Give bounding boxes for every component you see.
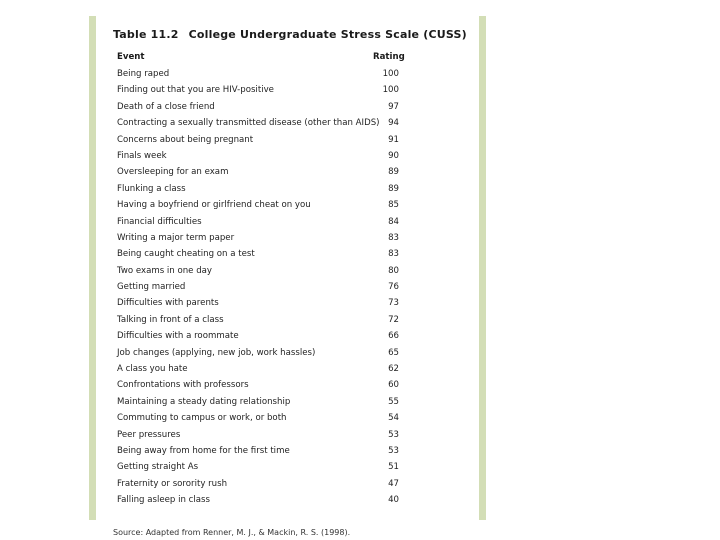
rating-cell: 91 [388, 134, 399, 145]
event-cell: Being away from home for the first time [117, 445, 290, 456]
event-cell: Fraternity or sorority rush [117, 478, 228, 489]
rating-cell: 66 [388, 331, 399, 342]
table-row [117, 412, 397, 428]
event-cell: Financial difficulties [117, 216, 202, 227]
event-cell: Being raped [117, 69, 170, 79]
table-row [117, 101, 397, 117]
event-cell: A class you hate [117, 364, 188, 375]
rating-cell: 85 [388, 200, 399, 211]
event-cell: Difficulties with parents [117, 298, 219, 309]
table-row [117, 216, 397, 232]
table-row [117, 134, 397, 150]
table-row [117, 314, 397, 330]
rating-cell: 51 [388, 462, 399, 473]
table-row [117, 297, 397, 313]
table-row [117, 150, 397, 166]
table-row [117, 396, 397, 412]
event-cell: Falling asleep in class [117, 495, 211, 506]
event-cell: Finals week [117, 150, 167, 161]
event-cell: Peer pressures [117, 429, 181, 440]
table-rows [117, 68, 397, 511]
event-cell: Commuting to campus or work, or both [117, 413, 287, 424]
table-title-text: College Undergraduate Stress Scale (CUSS) [188, 28, 467, 41]
rating-cell: 80 [388, 265, 399, 276]
event-cell: Concerns about being pregnant [117, 134, 254, 145]
rating-cell: 62 [388, 364, 399, 375]
rating-cell: 40 [388, 495, 399, 506]
event-cell: Job changes (applying, new job, work hassles) [117, 347, 316, 358]
event-cell: Talking in front of a class [117, 314, 224, 325]
event-cell: Two exams in one day [117, 265, 213, 276]
event-cell: Getting married [117, 282, 186, 293]
table-row [117, 68, 397, 84]
rating-cell: 55 [388, 396, 399, 407]
event-cell: Flunking a class [117, 183, 186, 194]
rating-cell: 83 [388, 249, 399, 260]
rating-cell: 60 [388, 380, 399, 391]
table-row [117, 379, 397, 395]
rating-cell: 89 [388, 167, 399, 178]
rating-cell: 84 [388, 216, 399, 227]
rating-cell: 53 [388, 429, 399, 440]
rating-cell: 76 [388, 282, 399, 293]
rating-cell: 100 [382, 85, 399, 96]
table-row [117, 265, 397, 281]
table-row [117, 183, 397, 199]
table-row [117, 363, 397, 379]
column-header-event: Event [117, 52, 145, 62]
event-cell: Maintaining a steady dating relationship [117, 396, 291, 407]
event-cell: Having a boyfriend or girlfriend cheat on you [117, 200, 311, 211]
event-cell: Contracting a sexually transmitted disease (other than AIDS) [117, 118, 380, 129]
rating-cell: 72 [388, 314, 399, 325]
event-cell: Finding out that you are HIV-positive [117, 85, 274, 96]
table-row [117, 347, 397, 363]
rating-cell: 90 [388, 150, 399, 161]
table-row [117, 166, 397, 182]
table-row [117, 429, 397, 445]
table-row [117, 199, 397, 215]
table-row [117, 445, 397, 461]
table-row [117, 248, 397, 264]
source-citation: Source: Adapted from Renner, M. J., & Mackin, R. S. (1998). [113, 528, 351, 537]
table-number: Table 11.2 [113, 28, 179, 41]
rating-cell: 100 [382, 69, 399, 79]
rating-cell: 65 [388, 347, 399, 358]
table-row [117, 494, 397, 510]
rating-cell: 53 [388, 445, 399, 456]
table-title [113, 28, 467, 41]
table-row [117, 84, 397, 100]
event-cell: Getting straight As [117, 462, 199, 473]
rating-cell: 83 [388, 232, 399, 243]
rating-cell: 54 [388, 413, 399, 424]
event-cell: Difficulties with a roommate [117, 331, 239, 342]
table-row [117, 330, 397, 346]
rating-cell: 94 [388, 118, 399, 129]
table-row [117, 232, 397, 248]
table-row [117, 461, 397, 477]
rating-cell: 47 [388, 478, 399, 489]
rating-cell: 89 [388, 183, 399, 194]
rating-cell: 97 [388, 101, 399, 112]
table-row [117, 117, 397, 133]
event-cell: Death of a close friend [117, 101, 215, 112]
event-cell: Oversleeping for an exam [117, 167, 229, 178]
event-cell: Writing a major term paper [117, 232, 235, 243]
event-cell: Confrontations with professors [117, 380, 249, 391]
rating-cell: 73 [388, 298, 399, 309]
column-header-rating: Rating [373, 52, 405, 62]
event-cell: Being caught cheating on a test [117, 249, 255, 260]
table-row [117, 281, 397, 297]
table-row [117, 478, 397, 494]
